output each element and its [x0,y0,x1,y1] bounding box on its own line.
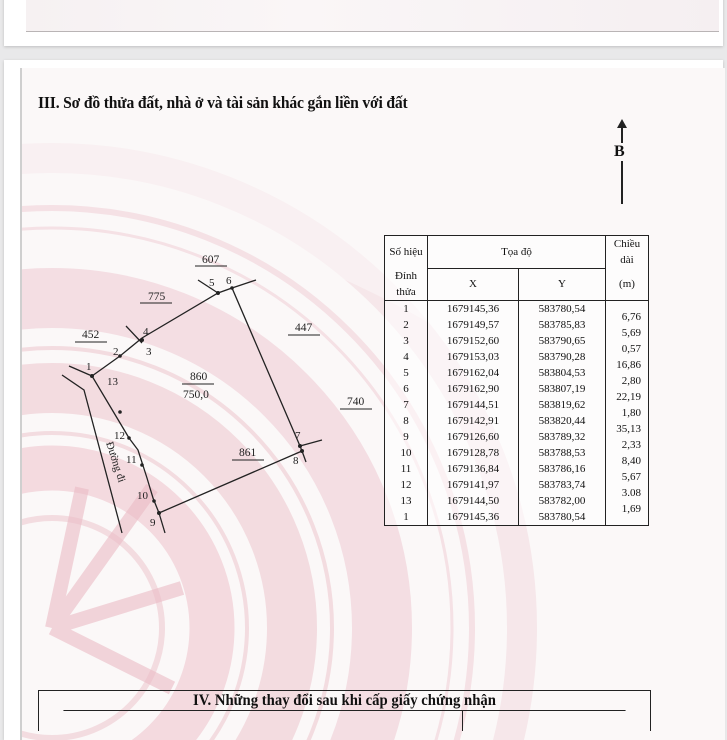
segment-length: 1,69 [621,503,641,515]
cell-length [606,477,649,499]
cell-y: 583807,19 [519,381,606,397]
segment-length: 2,80 [621,375,641,387]
header-length: Chiều dài [606,236,649,269]
header-coords: Tọa độ [428,236,606,269]
svg-text:6: 6 [226,275,232,287]
cell-vertex: 7 [385,397,428,413]
cell-length [606,429,649,451]
segment-length: 5,69 [621,327,641,339]
coordinate-row [385,317,649,333]
svg-text:13: 13 [107,376,118,388]
cell-vertex: 9 [385,429,428,445]
cell-y: 583786,16 [519,461,606,477]
svg-text:12: 12 [114,430,125,442]
svg-text:7: 7 [295,430,301,442]
cell-vertex: 4 [385,349,428,365]
cell-x: 1679144,51 [428,397,519,413]
segment-length: 6,76 [621,311,641,323]
cell-length [606,381,649,403]
coordinate-row [385,381,649,397]
svg-text:11: 11 [126,454,137,466]
cell-x: 1679152,60 [428,333,519,349]
svg-text:2: 2 [113,346,119,358]
previous-page-card [4,0,723,46]
cell-vertex: 1 [385,301,428,318]
cell-y: 583790,28 [519,349,606,365]
coordinate-row [385,301,649,318]
cell-vertex: 6 [385,381,428,397]
vertex-labels [86,275,301,529]
coordinate-row [385,349,649,365]
cell-y: 583819,62 [519,397,606,413]
section-iii-title: III. Sơ đồ thửa đất, nhà ở và tài sản khác gắn liền với đất [38,93,408,112]
cell-x: 1679141,97 [428,477,519,493]
section-iv-title: IV. Những thay đổi sau khi cấp giấy chứng nhận [63,691,625,711]
cell-length [606,445,649,467]
cell-length [606,349,649,371]
cell-y: 583783,74 [519,477,606,493]
cell-vertex: 11 [385,461,428,477]
coordinate-row [385,445,649,461]
cell-y: 583780,54 [519,509,606,526]
coordinate-row [385,509,649,526]
segment-length: 16,86 [616,359,641,371]
coordinate-row [385,429,649,445]
cell-vertex: 12 [385,477,428,493]
neighbor-parcel: 447 [295,322,313,334]
main-parcel-number: 860 [190,371,208,383]
segment-length: 3.08 [621,487,641,499]
header-y: Y [519,268,606,301]
cell-x: 1679162,90 [428,381,519,397]
cell-vertex: 1 [385,509,428,526]
main-parcel-area: 750,0 [183,389,209,401]
svg-text:4: 4 [143,326,149,338]
cell-y: 583820,44 [519,413,606,429]
segment-length: 2,33 [621,439,641,451]
header-x: X [428,268,519,301]
neighbor-parcel: 452 [82,329,100,341]
north-label: B [614,143,625,160]
svg-text:5: 5 [209,277,215,289]
neighbor-parcel: 775 [148,291,166,303]
header-length-unit: (m) [606,268,649,301]
segment-length: 5,67 [621,471,641,483]
svg-text:9: 9 [150,517,156,529]
segment-length: 35,13 [616,423,641,435]
segment-length: 22,19 [616,391,641,403]
cell-x: 1679149,57 [428,317,519,333]
cell-length [606,301,649,323]
coordinate-row [385,333,649,349]
cell-x: 1679136,84 [428,461,519,477]
cell-vertex: 10 [385,445,428,461]
certificate-page-card [4,60,723,740]
section-iv-divider [462,711,463,731]
cell-y: 583790,65 [519,333,606,349]
cell-x: 1679142,91 [428,413,519,429]
segment-length: 0,57 [621,343,641,355]
neighbor-parcel: 861 [239,447,257,459]
cell-vertex: 5 [385,365,428,381]
certificate-paper [20,68,725,740]
cell-vertex: 8 [385,413,428,429]
coordinate-row [385,397,649,413]
cell-y: 583785,83 [519,317,606,333]
coordinate-row [385,477,649,493]
svg-text:1: 1 [86,361,92,373]
svg-text:10: 10 [137,490,148,502]
cell-y: 583788,53 [519,445,606,461]
segment-length: 8,40 [621,455,641,467]
cell-vertex: 3 [385,333,428,349]
cell-y: 583789,32 [519,429,606,445]
cell-x: 1679162,04 [428,365,519,381]
cell-length [606,333,649,355]
road-label: Đường đi [103,440,128,484]
cell-y: 583804,53 [519,365,606,381]
cell-length [606,509,649,526]
cell-length [606,461,649,483]
coordinate-row [385,461,649,477]
cell-y: 583780,54 [519,301,606,318]
svg-text:8: 8 [293,455,299,467]
cell-length [606,317,649,339]
cell-length [606,493,649,515]
coordinate-table [384,235,649,526]
cell-length [606,413,649,435]
segment-length: 1,80 [621,407,641,419]
header-vertex-sub: Đỉnh thửa [385,268,428,301]
neighbor-parcel: 607 [202,254,220,266]
coordinate-row [385,365,649,381]
cell-y: 583782,00 [519,493,606,509]
previous-page-paper [26,0,719,32]
cell-x: 1679144,50 [428,493,519,509]
cell-x: 1679153,03 [428,349,519,365]
cell-x: 1679128,78 [428,445,519,461]
cell-vertex: 13 [385,493,428,509]
cell-length [606,397,649,419]
coordinate-row [385,413,649,429]
cell-x: 1679126,60 [428,429,519,445]
section-iv-box [38,690,651,731]
coordinate-row [385,493,649,509]
header-vertex: Số hiệu [385,236,428,269]
cell-vertex: 2 [385,317,428,333]
neighbor-parcel: 740 [347,396,365,408]
cell-length [606,365,649,387]
cell-x: 1679145,36 [428,301,519,318]
svg-text:3: 3 [146,346,152,358]
cell-x: 1679145,36 [428,509,519,526]
